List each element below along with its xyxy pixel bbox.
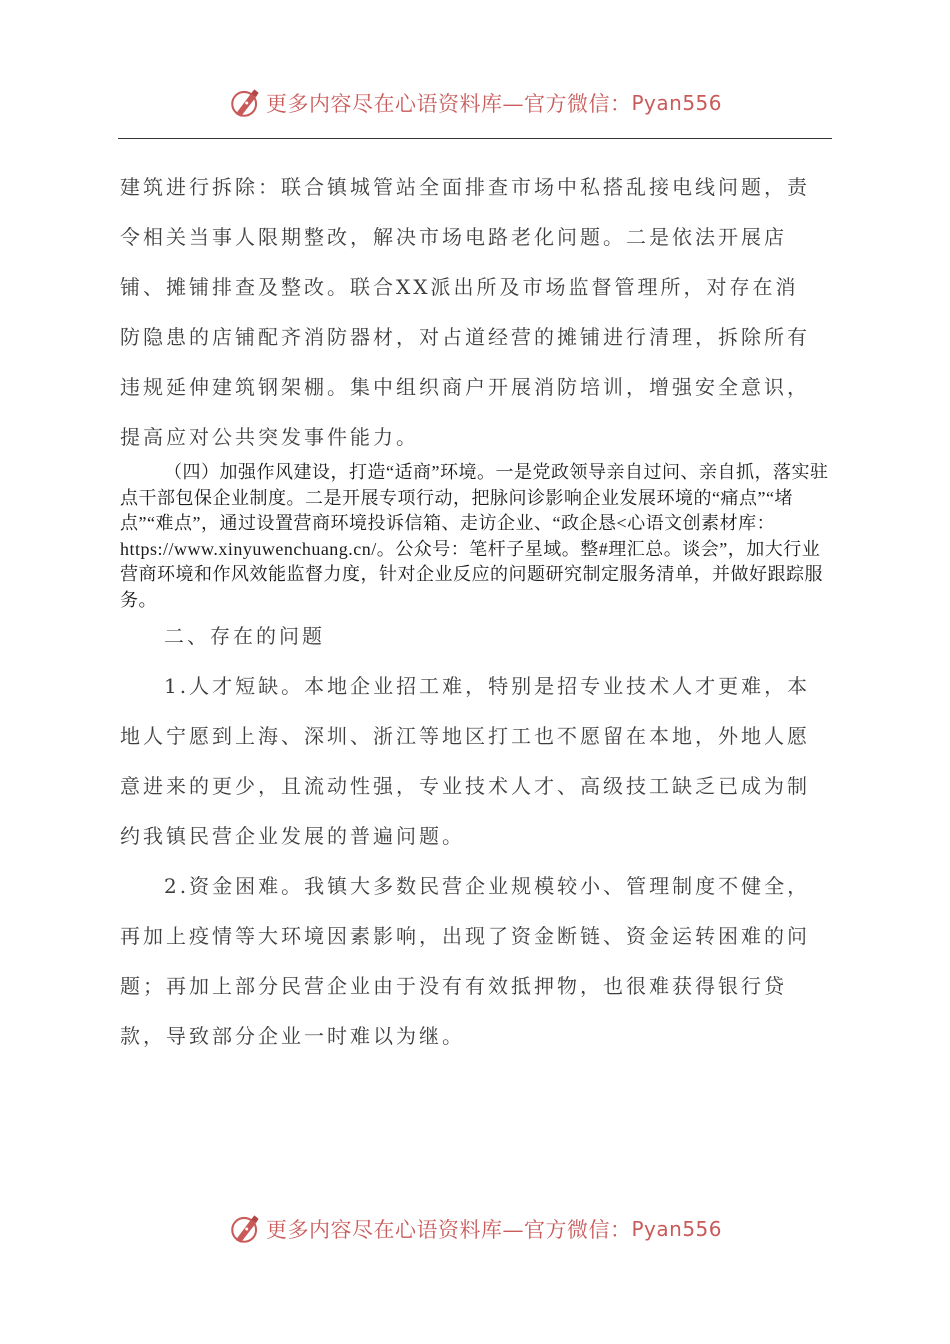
inserted-paragraph: （四）加强作风建设，打造“适商”环境。一是党政领导亲自过问、亲自抓，落实驻点干部包保企业制度。二是开展专项行动，把脉问诊影响企业发展环境的“痛点”“堵点”“难点”，通过设置营商环境投诉信箱、走访企业、“政企恳<心语文创素材库：https://www.xinyuwenchuang.cn/。公众号：笔杆子星域。整#理汇总。谈会”，加大行业营商环境和作风效能监督力度，针对企业反应的问题研究制定服务清单，并做好跟踪服务。 xyxy=(120,462,829,610)
banner-text: 更多内容尽在心语资料库—官方微信： xyxy=(265,1218,632,1242)
section-heading: 二、存在的问题 xyxy=(164,624,325,648)
body-paragraph-funding: 2.资金困难。我镇大多数民营企业规模较小、管理制度不健全，再加上疫情等大环境因素影响，出现了资金断链、资金运转困难的问题；再加上部分民营企业由于没有有效抵押物，也很难获得银行贷款，导致部分企业一时难以为继。 xyxy=(120,874,811,1048)
header-divider xyxy=(118,138,832,139)
body-paragraph-1: 建筑进行拆除：联合镇城管站全面排查市场中私搭乱接电线问题，责令相关当事人限期整改，解决市场电路老化问题。二是依法开展店铺、摊铺排查及整改。联合XX派出所及市场监督管理所，对存在消防隐患的店铺配齐消防器材，对占道经营的摊铺进行清理，拆除所有违规延伸建筑钢架棚。集中组织商户开展消防培训，增强安全意识，提高应对公共突发事件能力。 xyxy=(120,175,810,449)
footer-banner xyxy=(0,1204,950,1254)
banner-text: 更多内容尽在心语资料库—官方微信： xyxy=(265,92,632,116)
header-banner xyxy=(0,78,950,128)
banner-wechat-id: Pyan556 xyxy=(631,91,722,115)
banner-wechat-id: Pyan556 xyxy=(631,1217,722,1241)
pen-nib-circle-icon xyxy=(228,1212,262,1246)
pen-nib-circle-icon xyxy=(228,86,262,120)
body-paragraph-talent: 1.人才短缺。本地企业招工难，特别是招专业技术人才更难，本地人宁愿到上海、深圳、浙江等地区打工也不愿留在本地，外地人愿意进来的更少，且流动性强，专业技术人才、高级技工缺乏已成为制约我镇民营企业发展的普遍问题。 xyxy=(120,674,811,848)
